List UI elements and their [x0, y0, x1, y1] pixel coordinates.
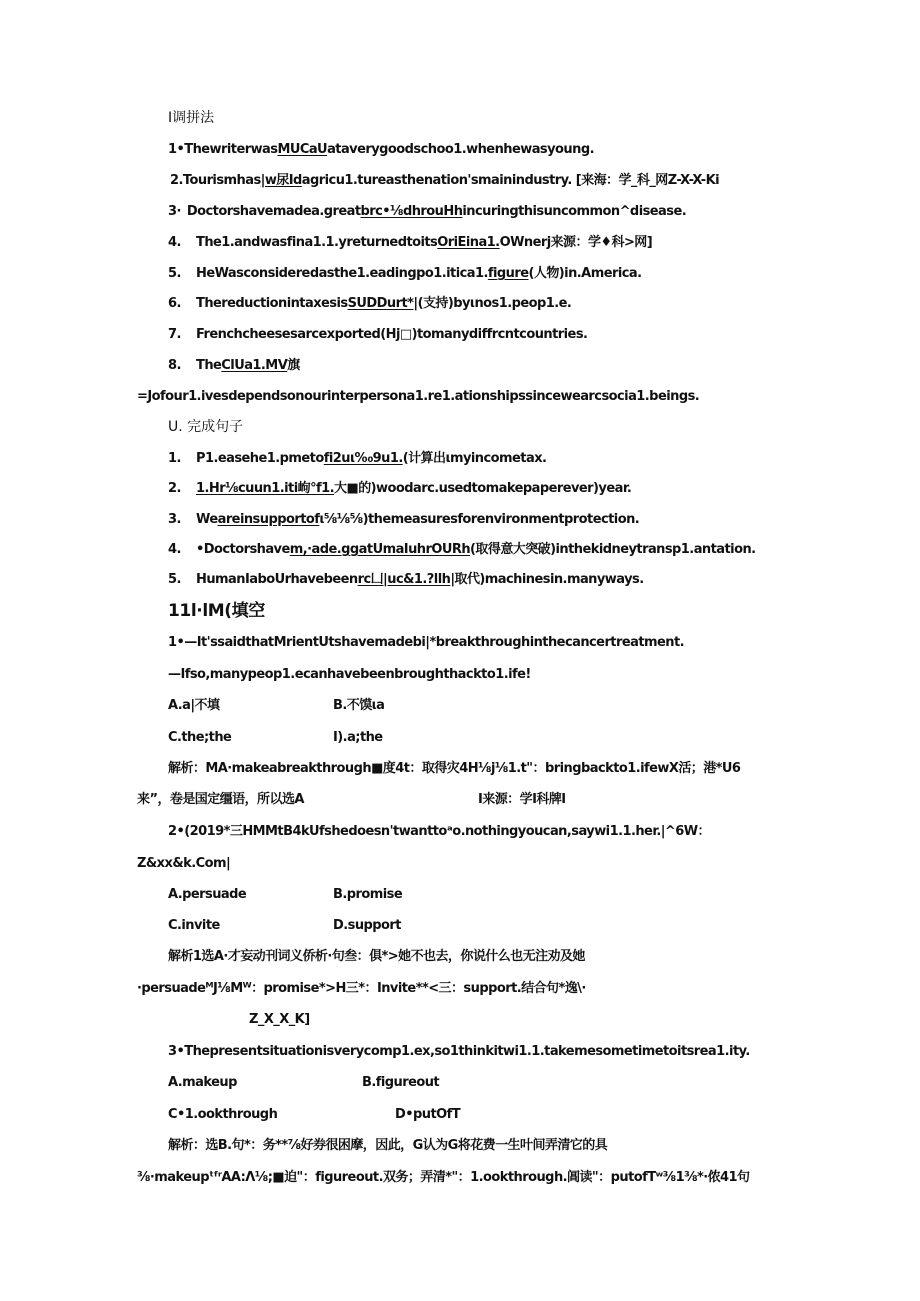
- section-2-title: U. 完成句子: [168, 419, 244, 435]
- q3-option-a: A.makeup: [168, 1075, 237, 1090]
- part1-item-3: [168, 203, 686, 221]
- item-text-after: |取代)machinesin.manyways.: [450, 572, 644, 587]
- q1-explanation-line-2: 来”，卷是国定缰语，所以选A: [137, 792, 304, 807]
- item-answer: brc•⅛dhrouHh: [360, 204, 463, 219]
- item-text-after: ataverygoodschoo1.whenhewasyoung.: [327, 142, 594, 157]
- item-number: 1•: [168, 142, 185, 157]
- part1-item-2: [170, 172, 719, 190]
- item-answer: ClUa1.MV: [221, 358, 288, 373]
- item-number: 1.: [168, 451, 181, 466]
- item-text-after: 旗: [287, 358, 300, 373]
- item-text: We: [196, 512, 218, 527]
- q1-explanation-line-1: 解析：MA·makeabreakthrough■度4t：取得灾4H⅛j⅛1.t"：bringbackto1.ifewX活；港*U6: [168, 761, 741, 776]
- item-number: 3.: [168, 512, 181, 527]
- item-text: HumanIaboUrhavebeen: [196, 572, 358, 587]
- q2-stem-continued: Z&xx&k.Com|: [137, 856, 231, 871]
- q1-stem: 1•—It'ssaidthatMrientUtshavemadebi|*breakthroughinthecancertreatment.: [168, 635, 685, 650]
- item-text: P1.easehe1.pmeto: [196, 451, 324, 466]
- item-number: 2.: [170, 173, 183, 188]
- q1-option-c: C.the;the: [168, 730, 232, 745]
- part2-item-1: [168, 450, 546, 468]
- q3-stem: 3•Thepresentsituationisverycomp1.ex,so1thinkitwi1.1.takemesometimetoitsrea1.ity.: [168, 1044, 750, 1059]
- q1-option-a: A.a|不填: [168, 698, 220, 713]
- q3-option-d: D•putOfT: [395, 1107, 461, 1122]
- q1-option-d: I).a;the: [333, 730, 383, 745]
- item-number: 8.: [168, 358, 181, 373]
- q3-option-b: B.figureout: [362, 1075, 440, 1090]
- item-text: The: [196, 358, 222, 373]
- item-text: Frenchcheesesarcexported(Hj□)tomanydiff: [196, 327, 492, 342]
- q3-explanation-line-1: 解析：选B.句*：务**⅞好券很困摩，因此，G认为G将花费一生叶间弄清它的具: [168, 1138, 608, 1153]
- q2-option-b: B.promise: [333, 887, 403, 902]
- item-number: 5.: [168, 266, 181, 281]
- part1-item-6: [168, 295, 571, 313]
- q2-option-d: D.support: [333, 918, 401, 933]
- item-answer: rc凵|uc&1.?llh: [357, 572, 451, 587]
- part2-item-2: [168, 480, 631, 498]
- part2-item-5: [168, 571, 644, 589]
- item-text: Thereductionintaxesis: [196, 296, 348, 311]
- item-answer: |w尿Id: [260, 173, 302, 188]
- item-text: Tourismhas: [182, 173, 261, 188]
- part1-item-8: [168, 357, 300, 375]
- item-number: 5.: [168, 572, 181, 587]
- item-text: The1.andwasfina1.1.yreturnedtoits: [196, 235, 438, 250]
- item-answer: SUDDurt*|: [347, 296, 418, 311]
- part1-item-4: [168, 234, 652, 252]
- item-answer: 1.Hr⅛cuun1.iti岣°f1.: [196, 481, 335, 496]
- item-answer: figure: [487, 266, 529, 281]
- item-answer: MUCaU: [277, 142, 328, 157]
- item-text-after: (取得意大突破)inthekidneytransp1.antation.: [470, 542, 756, 557]
- q3-explanation-line-2: ⅜·makeupᵗᶠʳAA:Λ⅛;■迫"：figureout.双务；弄清*"：1.ookthrough.阊读"：putofTʷ⅜1⅜*·侬41句: [137, 1170, 750, 1185]
- q1-response: —Ifso,manypeop1.ecanhavebeenbroughthackto1.ife!: [168, 667, 531, 682]
- q1-source-note: I来源：学I科牌I: [478, 792, 566, 807]
- part2-item-3: [168, 511, 639, 529]
- item-number: 3·: [168, 204, 181, 219]
- item-number: 7.: [168, 327, 181, 342]
- item-text-after: (支持)byιnos1.peop1.e.: [417, 296, 572, 311]
- part1-item-1: [168, 141, 594, 159]
- item-number: 4.: [168, 542, 181, 557]
- q2-explanation-line-1: 解析1选A·才妄动刊词义侨析·句叁：俱*>她不也去，你说什么也无注劝及她: [168, 949, 585, 964]
- item-text-after: agricu1.tureasthenation'smainindustry. [来海：学_科_网Z-X-X-Ki: [301, 173, 720, 188]
- item-number: 2.: [168, 481, 181, 496]
- item-answer: fi2uι‰9u1.: [323, 451, 403, 466]
- part1-item-7: [168, 326, 587, 344]
- item-number: 6.: [168, 296, 181, 311]
- part1-item-8-continued: =Jofour1.ivesdependsonourinterpersona1.re1.ationshipssincewearcsocia1.beings.: [137, 389, 700, 404]
- item-text: •Doctorshave: [196, 542, 290, 557]
- item-text-after: incuringthisuncommon^disease.: [462, 204, 687, 219]
- item-answer: m,·ade.ggatUmaIuhrOURh: [289, 542, 471, 557]
- item-text-after: ι⅝⅛⅝)themeasuresforenvironmentprotection.: [319, 512, 640, 527]
- section-1-title: I调拼法: [168, 110, 215, 126]
- q2-option-c: C.invite: [168, 918, 220, 933]
- item-number: 4.: [168, 235, 181, 250]
- q1-option-b: B.不馍ιa: [333, 698, 385, 713]
- item-text: Doctorshavemadea.great: [186, 204, 361, 219]
- item-text-after: (人物)in.America.: [528, 266, 642, 281]
- item-text-after: (计算出ιmyincometax.: [402, 451, 547, 466]
- item-answer: areinsupportof: [217, 512, 320, 527]
- item-text-after: 大■的)woodarc.usedtomakepaperever)year.: [334, 481, 632, 496]
- item-text-after: OWnerj来源：学♦科>网]: [499, 235, 653, 250]
- q2-stem: 2•(2019*三HMMtB4kUfshedoesn'twanttoᵃo.nothingyoucan,saywi1.1.her.|^6W：: [168, 824, 710, 839]
- item-text: Thewriterwas: [184, 142, 278, 157]
- part1-item-5: [168, 265, 642, 283]
- q3-option-c: C•1.ookthrough: [168, 1107, 278, 1122]
- item-text-after: rcntcountries.: [491, 327, 588, 342]
- q2-option-a: A.persuade: [168, 887, 247, 902]
- item-answer: OriEina1.: [437, 235, 500, 250]
- section-3-title: 11l·lM(填空: [168, 601, 265, 621]
- q2-explanation-line-2: ·persuadeᴹJ⅛Mᵂ：promise*>H三*：Invite**<三：support.结合句*逸\·: [137, 981, 586, 996]
- q2-explanation-line-3: Z_X_X_K]: [249, 1012, 310, 1027]
- part2-item-4: [168, 541, 756, 559]
- item-text: HeWasconsideredasthe1.eadingpo1.itica1.: [196, 266, 488, 281]
